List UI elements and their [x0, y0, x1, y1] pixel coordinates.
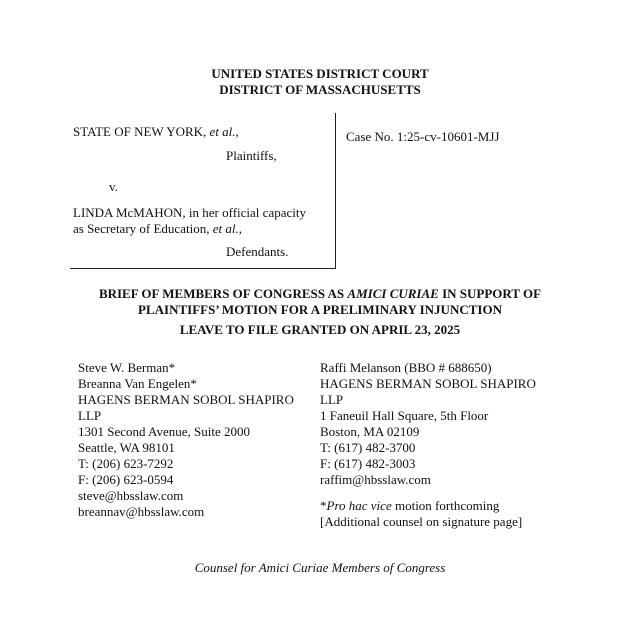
versus-label: v. — [109, 179, 118, 194]
court-district: DISTRICT OF MASSACHUSETTS — [219, 82, 421, 97]
plaintiff-name: STATE OF NEW YORK, et al., — [73, 124, 239, 139]
case-number: Case No. 1:25-cv-10601-MJJ — [346, 129, 500, 144]
counsel-right-line: raffim@hbsslaw.com — [320, 472, 431, 487]
brief-title-line-1: BRIEF OF MEMBERS OF CONGRESS AS AMICI CURIAE IN SUPPORT OF — [98, 286, 542, 301]
counsel-left-line: 1301 Second Avenue, Suite 2000 — [78, 424, 250, 439]
counsel-right-line: Boston, MA 02109 — [320, 424, 420, 439]
counsel-right-line: HAGENS BERMAN SOBOL SHAPIRO — [320, 376, 536, 391]
court-name: UNITED STATES DISTRICT COURT — [211, 66, 429, 81]
counsel-left-line: LLP — [78, 408, 102, 423]
counsel-left-line: breannav@hbsslaw.com — [78, 504, 205, 519]
counsel-left-line: HAGENS BERMAN SOBOL SHAPIRO — [78, 392, 294, 407]
counsel-right-line: T: (617) 482-3700 — [320, 440, 416, 455]
leave-granted-line: LEAVE TO FILE GRANTED ON APRIL 23, 2025 — [179, 322, 461, 337]
counsel-left-line: Steve W. Berman* — [78, 360, 176, 375]
counsel-right-line: 1 Faneuil Hall Square, 5th Floor — [320, 408, 489, 423]
counsel-right-line: Raffi Melanson (BBO # 688650) — [320, 360, 492, 375]
counsel-left-line: Breanna Van Engelen* — [78, 376, 197, 391]
counsel-left-line: F: (206) 623-0594 — [78, 472, 174, 487]
counsel-footer: Counsel for Amici Curiae Members of Congress — [194, 560, 446, 575]
defendant-line-1: LINDA McMAHON, in her official capacity — [73, 205, 306, 220]
pro-hac-vice-note: *Pro hac vice motion forthcoming — [320, 498, 500, 513]
court-heading — [0, 66, 640, 98]
counsel-left-line: steve@hbsslaw.com — [78, 488, 184, 503]
brief-title — [0, 286, 640, 318]
defendants-label: Defendants. — [226, 244, 289, 259]
counsel-left-block — [78, 360, 294, 520]
defendant-line-2: as Secretary of Education, et al., — [73, 221, 242, 236]
counsel-right-line: LLP — [320, 392, 344, 407]
brief-title-line-2: PLAINTIFFS’ MOTION FOR A PRELIMINARY INJUNCTION — [138, 302, 502, 317]
counsel-left-line: Seattle, WA 98101 — [78, 440, 175, 455]
additional-counsel-note: [Additional counsel on signature page] — [320, 514, 523, 529]
counsel-right-block — [320, 360, 536, 488]
plaintiffs-label: Plaintiffs, — [226, 148, 277, 163]
counsel-right-line: F: (617) 482-3003 — [320, 456, 416, 471]
counsel-left-line: T: (206) 623-7292 — [78, 456, 174, 471]
